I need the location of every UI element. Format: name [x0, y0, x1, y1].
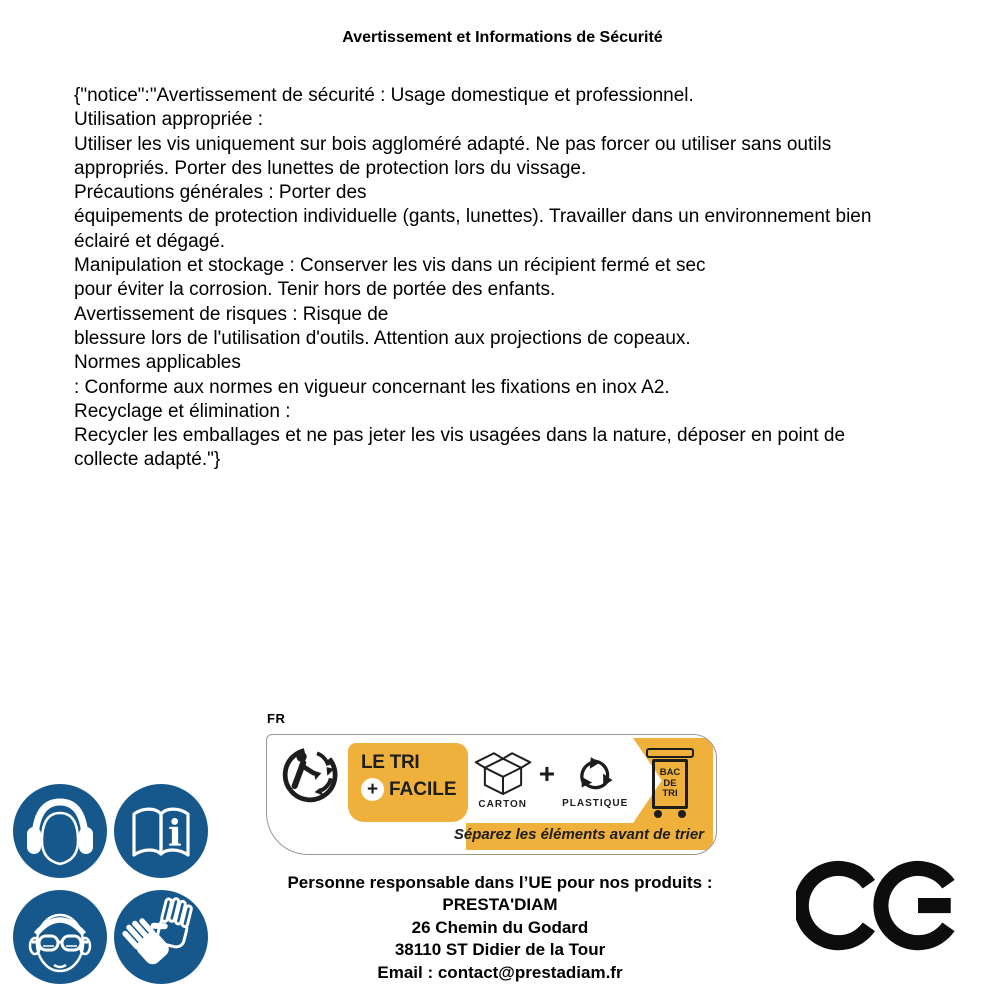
plastique-label: PLASTIQUE: [562, 798, 629, 809]
responsible-line: PRESTA'DIAM: [442, 895, 558, 915]
plastique-material: [562, 753, 628, 809]
bin-text-1: BAC: [659, 766, 681, 778]
bin-body: [652, 759, 688, 809]
protective-gloves-icon: [113, 889, 209, 985]
bin-text-2: DE: [663, 777, 677, 789]
notice-line: appropriés. Porter des lunettes de protection lors du vissage.: [74, 157, 587, 179]
carton-material: [474, 752, 532, 810]
triman-recycling-icon: [279, 743, 343, 805]
le-tri-facile-block: [348, 743, 468, 822]
responsible-line: 26 Chemin du Godard: [411, 917, 589, 937]
tri-line2: [361, 778, 468, 801]
notice-line: équipements de protection individuelle (gants, lunettes). Travailler dans un environnement bien: [74, 206, 872, 228]
notice-line: éclairé et dégagé.: [74, 230, 226, 252]
cardboard-box-icon: [474, 752, 532, 798]
notice-line: : Conforme aux normes en vigueur concernant les fixations en inox A2.: [74, 376, 670, 398]
responsible-line: Personne responsable dans l’UE pour nos produits :: [287, 873, 713, 892]
notice-line: Recycler les emballages et ne pas jeter les vis usagées dans la nature, déposer en point de: [74, 425, 846, 447]
carton-label: CARTON: [478, 799, 527, 810]
notice-line: blessure lors de l'utilisation d'outils. Attention aux projections de copeaux.: [74, 327, 691, 349]
eye-protection-icon: [12, 889, 108, 985]
plus-sign: +: [538, 758, 556, 789]
notice-line: {"notice":"Avertissement de sécurité : Usage domestique et professionnel.: [74, 85, 694, 106]
sorting-bin-icon: [644, 748, 696, 822]
mandatory-safety-icons: [12, 783, 214, 987]
info-tri-recycling-label: [266, 734, 717, 855]
bin-text-3: TRI: [662, 788, 678, 800]
page-title: Avertissement et Informations de Sécurité: [342, 29, 663, 46]
notice-line: Utiliser les vis uniquement sur bois aggloméré adapté. Ne pas forcer ou utiliser sans outils: [74, 133, 832, 155]
packaging-materials: [467, 741, 635, 821]
tri-line2-text: FACILE: [389, 778, 457, 800]
country-code-label: FR: [267, 711, 286, 726]
tri-line1: LE TRI: [361, 752, 420, 773]
eu-responsible-person-block: [240, 872, 760, 984]
sorting-tagline: Séparez les éléments avant de trier: [453, 826, 704, 843]
responsible-line: Email : contact@prestadiam.fr: [377, 962, 623, 982]
plus-circle-icon: +: [361, 778, 384, 801]
notice-line: Avertissement de risques : Risque de: [74, 303, 389, 325]
notice-line: Manipulation et stockage : Conserver les vis dans un récipient fermé et sec: [74, 255, 706, 277]
bin-lid: [646, 748, 694, 758]
notice-line: collecte adapté."}: [74, 449, 221, 471]
responsible-line: 38110 ST Didier de la Tour: [394, 940, 606, 960]
notice-line: pour éviter la corrosion. Tenir hors de portée des enfants.: [74, 279, 556, 301]
recycling-arrows-icon: [571, 753, 619, 797]
ce-marking: [796, 844, 964, 968]
ear-protection-icon: [12, 783, 108, 879]
notice-line: Recyclage et élimination :: [74, 400, 291, 422]
read-manual-icon: [113, 783, 209, 879]
notice-line: Utilisation appropriée :: [74, 109, 264, 131]
bin-wheels: [654, 810, 686, 818]
svg-text:i: i: [168, 813, 182, 855]
safety-notice-text: [74, 84, 954, 473]
notice-line: Normes applicables: [74, 352, 241, 374]
notice-line: Précautions générales : Porter des: [74, 182, 367, 204]
